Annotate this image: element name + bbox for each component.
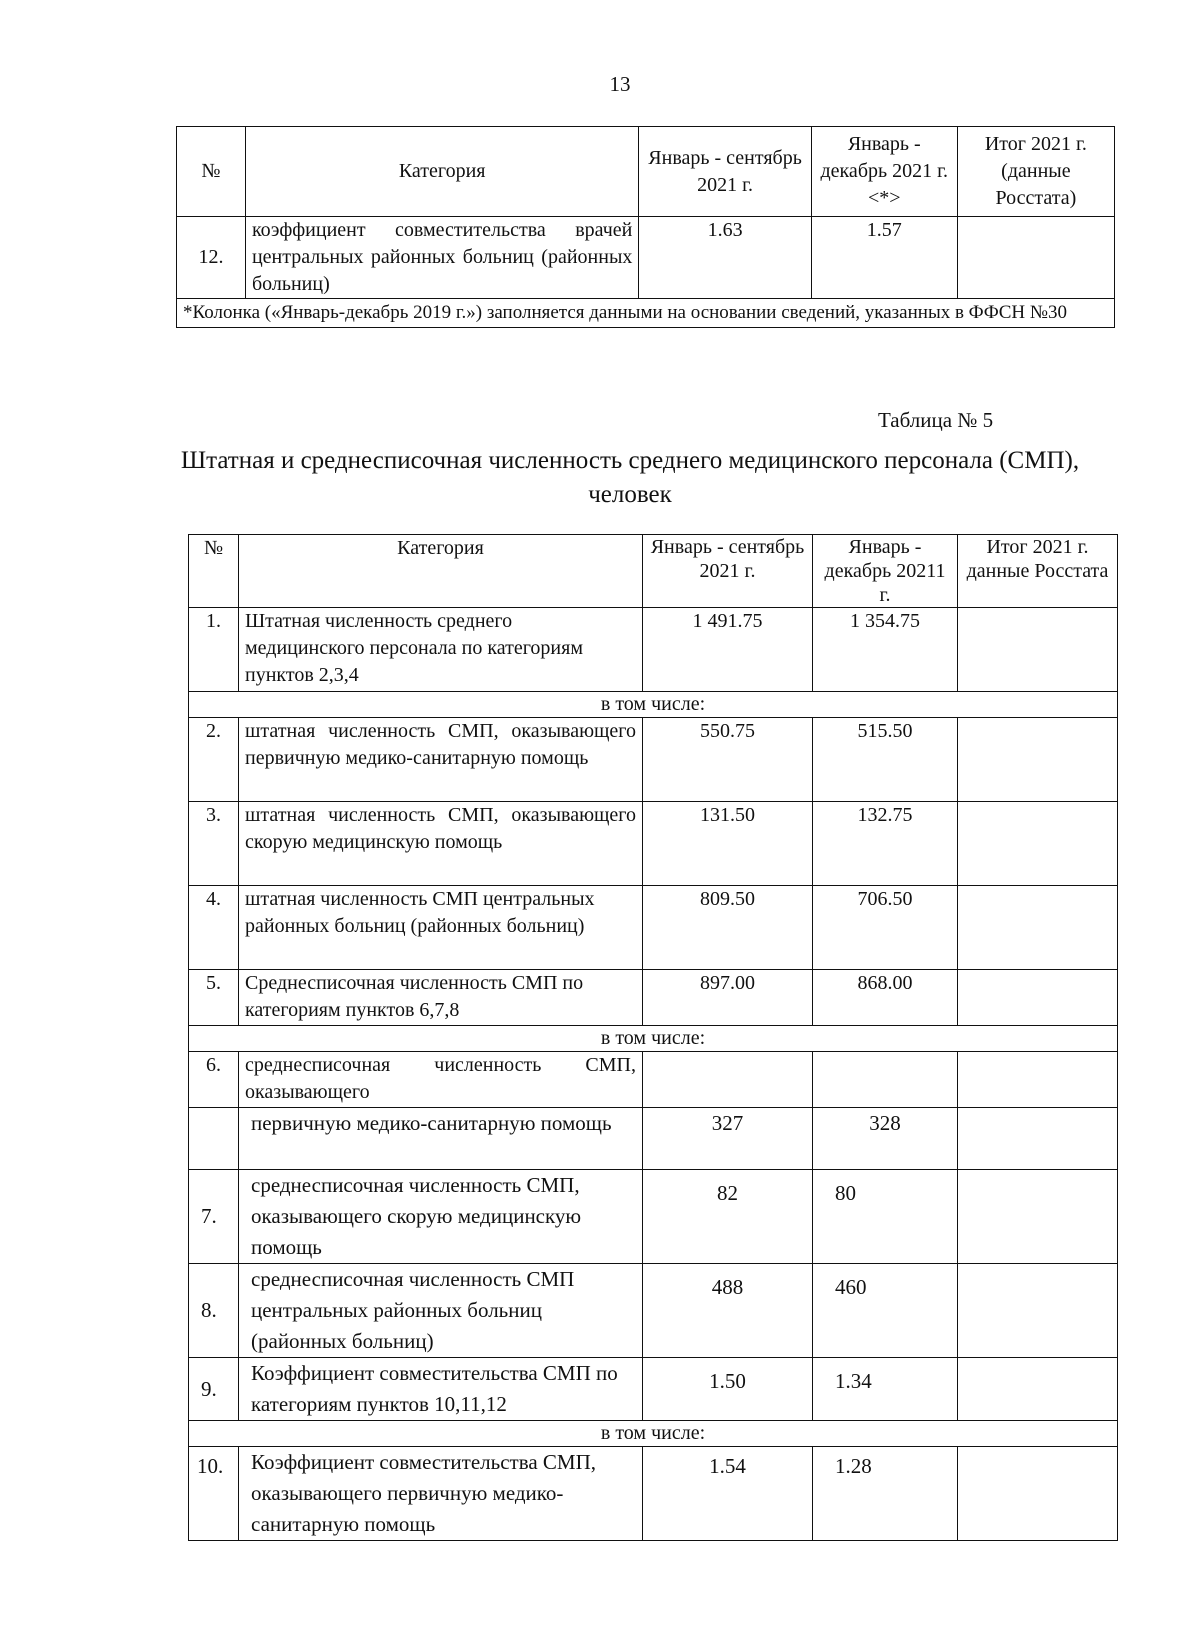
header-category: Категория bbox=[239, 535, 643, 608]
row-value-total bbox=[958, 1052, 1118, 1108]
table-row bbox=[189, 1108, 1118, 1170]
subheader-label: в том числе: bbox=[189, 1026, 1118, 1052]
header-num: № bbox=[177, 127, 246, 217]
row-value-jan-sep: 897.00 bbox=[643, 970, 813, 1026]
row-num: 2. bbox=[189, 718, 239, 802]
row-value-jan-dec: 80 bbox=[813, 1170, 958, 1264]
table-row bbox=[189, 1358, 1118, 1421]
table-row bbox=[189, 802, 1118, 886]
row-category: первичную медико-санитарную помощь bbox=[239, 1108, 643, 1170]
row-num: 5. bbox=[189, 970, 239, 1026]
row-value-jan-dec: 1.28 bbox=[813, 1447, 958, 1541]
row-num: 1. bbox=[189, 608, 239, 692]
row-category: Коэффициент совместительства СМП, оказывающего первичную медико-санитарную помощь bbox=[239, 1447, 643, 1541]
row-category: штатная численность СМП, оказывающего первичную медико-санитарную помощь bbox=[239, 718, 643, 802]
table-note: *Колонка («Январь-декабрь 2019 г.») заполняется данными на основании сведений, указанных в ФФСН №30 bbox=[177, 299, 1115, 328]
header-jan-sep: Январь - сентябрь 2021 г. bbox=[639, 127, 811, 217]
row-category: Штатная численность среднего медицинского персонала по категориям пунктов 2,3,4 bbox=[239, 608, 643, 692]
table-header-row bbox=[177, 127, 1115, 217]
row-num bbox=[189, 1108, 239, 1170]
table-row bbox=[189, 1052, 1118, 1108]
table-row bbox=[177, 217, 1115, 299]
subheader-label: в том числе: bbox=[189, 692, 1118, 718]
table-row bbox=[189, 886, 1118, 970]
header-total: Итог 2021 г. (данные Росстата) bbox=[957, 127, 1114, 217]
row-value-jan-sep: 1.54 bbox=[643, 1447, 813, 1541]
table-caption: Таблица № 5 bbox=[878, 408, 994, 432]
row-category: штатная численность СМП, оказывающего скорую медицинскую помощь bbox=[239, 802, 643, 886]
row-category: среднесписочная численность СМП, оказывающего скорую медицинскую помощь bbox=[239, 1170, 643, 1264]
row-value-jan-sep bbox=[643, 1052, 813, 1108]
row-category: среднесписочная численность СМП центральных районных больниц (районных больниц) bbox=[239, 1264, 643, 1358]
subheader-row bbox=[189, 1421, 1118, 1447]
row-category: коэффициент совместительства врачей центральных районных больниц (районных больниц) bbox=[245, 217, 638, 299]
row-value-jan-sep: 1.63 bbox=[639, 217, 811, 299]
row-value-total bbox=[958, 1358, 1118, 1421]
row-value-jan-sep: 1.50 bbox=[643, 1358, 813, 1421]
header-num: № bbox=[189, 535, 239, 608]
header-jan-dec: Январь - декабрь 20211 г. bbox=[813, 535, 958, 608]
row-num: 6. bbox=[189, 1052, 239, 1108]
row-value-jan-sep: 809.50 bbox=[643, 886, 813, 970]
row-num: 3. bbox=[189, 802, 239, 886]
header-category: Категория bbox=[245, 127, 638, 217]
row-value-jan-dec: 1 354.75 bbox=[813, 608, 958, 692]
table-title: Штатная и среднесписочная численность среднего медицинского персонала (СМП), человек bbox=[180, 447, 1080, 508]
row-value-jan-dec: 868.00 bbox=[813, 970, 958, 1026]
row-category: среднесписочная численность СМП, оказывающего bbox=[239, 1052, 643, 1108]
row-value-total bbox=[958, 1108, 1118, 1170]
row-value-jan-sep: 327 bbox=[643, 1108, 813, 1170]
row-num: 4. bbox=[189, 886, 239, 970]
row-value-jan-sep: 550.75 bbox=[643, 718, 813, 802]
table-staff bbox=[188, 534, 1118, 1541]
row-value-total bbox=[958, 608, 1118, 692]
row-num: 12. bbox=[177, 217, 246, 299]
row-value-jan-dec: 706.50 bbox=[813, 886, 958, 970]
table-row bbox=[189, 970, 1118, 1026]
row-value-jan-dec: 328 bbox=[813, 1108, 958, 1170]
row-category: штатная численность СМП центральных районных больниц (районных больниц) bbox=[239, 886, 643, 970]
row-value-total bbox=[958, 1447, 1118, 1541]
row-value-jan-sep: 488 bbox=[643, 1264, 813, 1358]
row-value-jan-sep: 1 491.75 bbox=[643, 608, 813, 692]
header-total: Итог 2021 г. данные Росстата bbox=[958, 535, 1118, 608]
row-value-total bbox=[958, 718, 1118, 802]
row-value-jan-dec: 460 bbox=[813, 1264, 958, 1358]
row-num: 10. bbox=[189, 1447, 239, 1541]
header-jan-sep: Январь - сентябрь 2021 г. bbox=[643, 535, 813, 608]
row-num: 7. bbox=[189, 1170, 239, 1264]
subheader-row bbox=[189, 1026, 1118, 1052]
row-value-jan-sep: 82 bbox=[643, 1170, 813, 1264]
table-row bbox=[189, 1264, 1118, 1358]
row-value-jan-sep: 131.50 bbox=[643, 802, 813, 886]
table-row bbox=[189, 608, 1118, 692]
subheader-label: в том числе: bbox=[189, 1421, 1118, 1447]
row-num: 9. bbox=[189, 1358, 239, 1421]
row-value-jan-dec bbox=[813, 1052, 958, 1108]
row-category: Коэффициент совместительства СМП по категориям пунктов 10,11,12 bbox=[239, 1358, 643, 1421]
row-value-jan-dec: 1.57 bbox=[811, 217, 957, 299]
row-category: Среднесписочная численность СМП по категориям пунктов 6,7,8 bbox=[239, 970, 643, 1026]
row-value-total bbox=[958, 1264, 1118, 1358]
table-row bbox=[189, 1170, 1118, 1264]
header-jan-dec: Январь - декабрь 2021 г. <*> bbox=[811, 127, 957, 217]
table-header-row bbox=[189, 535, 1118, 608]
row-value-total bbox=[958, 970, 1118, 1026]
row-value-jan-dec: 132.75 bbox=[813, 802, 958, 886]
row-value-total bbox=[958, 802, 1118, 886]
table-row bbox=[189, 718, 1118, 802]
row-num: 8. bbox=[189, 1264, 239, 1358]
row-value-total bbox=[958, 1170, 1118, 1264]
note-row bbox=[177, 299, 1115, 328]
table-continuation bbox=[176, 126, 1115, 328]
row-value-jan-dec: 1.34 bbox=[813, 1358, 958, 1421]
row-value-total bbox=[957, 217, 1114, 299]
subheader-row bbox=[189, 692, 1118, 718]
row-value-jan-dec: 515.50 bbox=[813, 718, 958, 802]
table-row bbox=[189, 1447, 1118, 1541]
page-number: 13 bbox=[609, 72, 631, 96]
row-value-total bbox=[958, 886, 1118, 970]
